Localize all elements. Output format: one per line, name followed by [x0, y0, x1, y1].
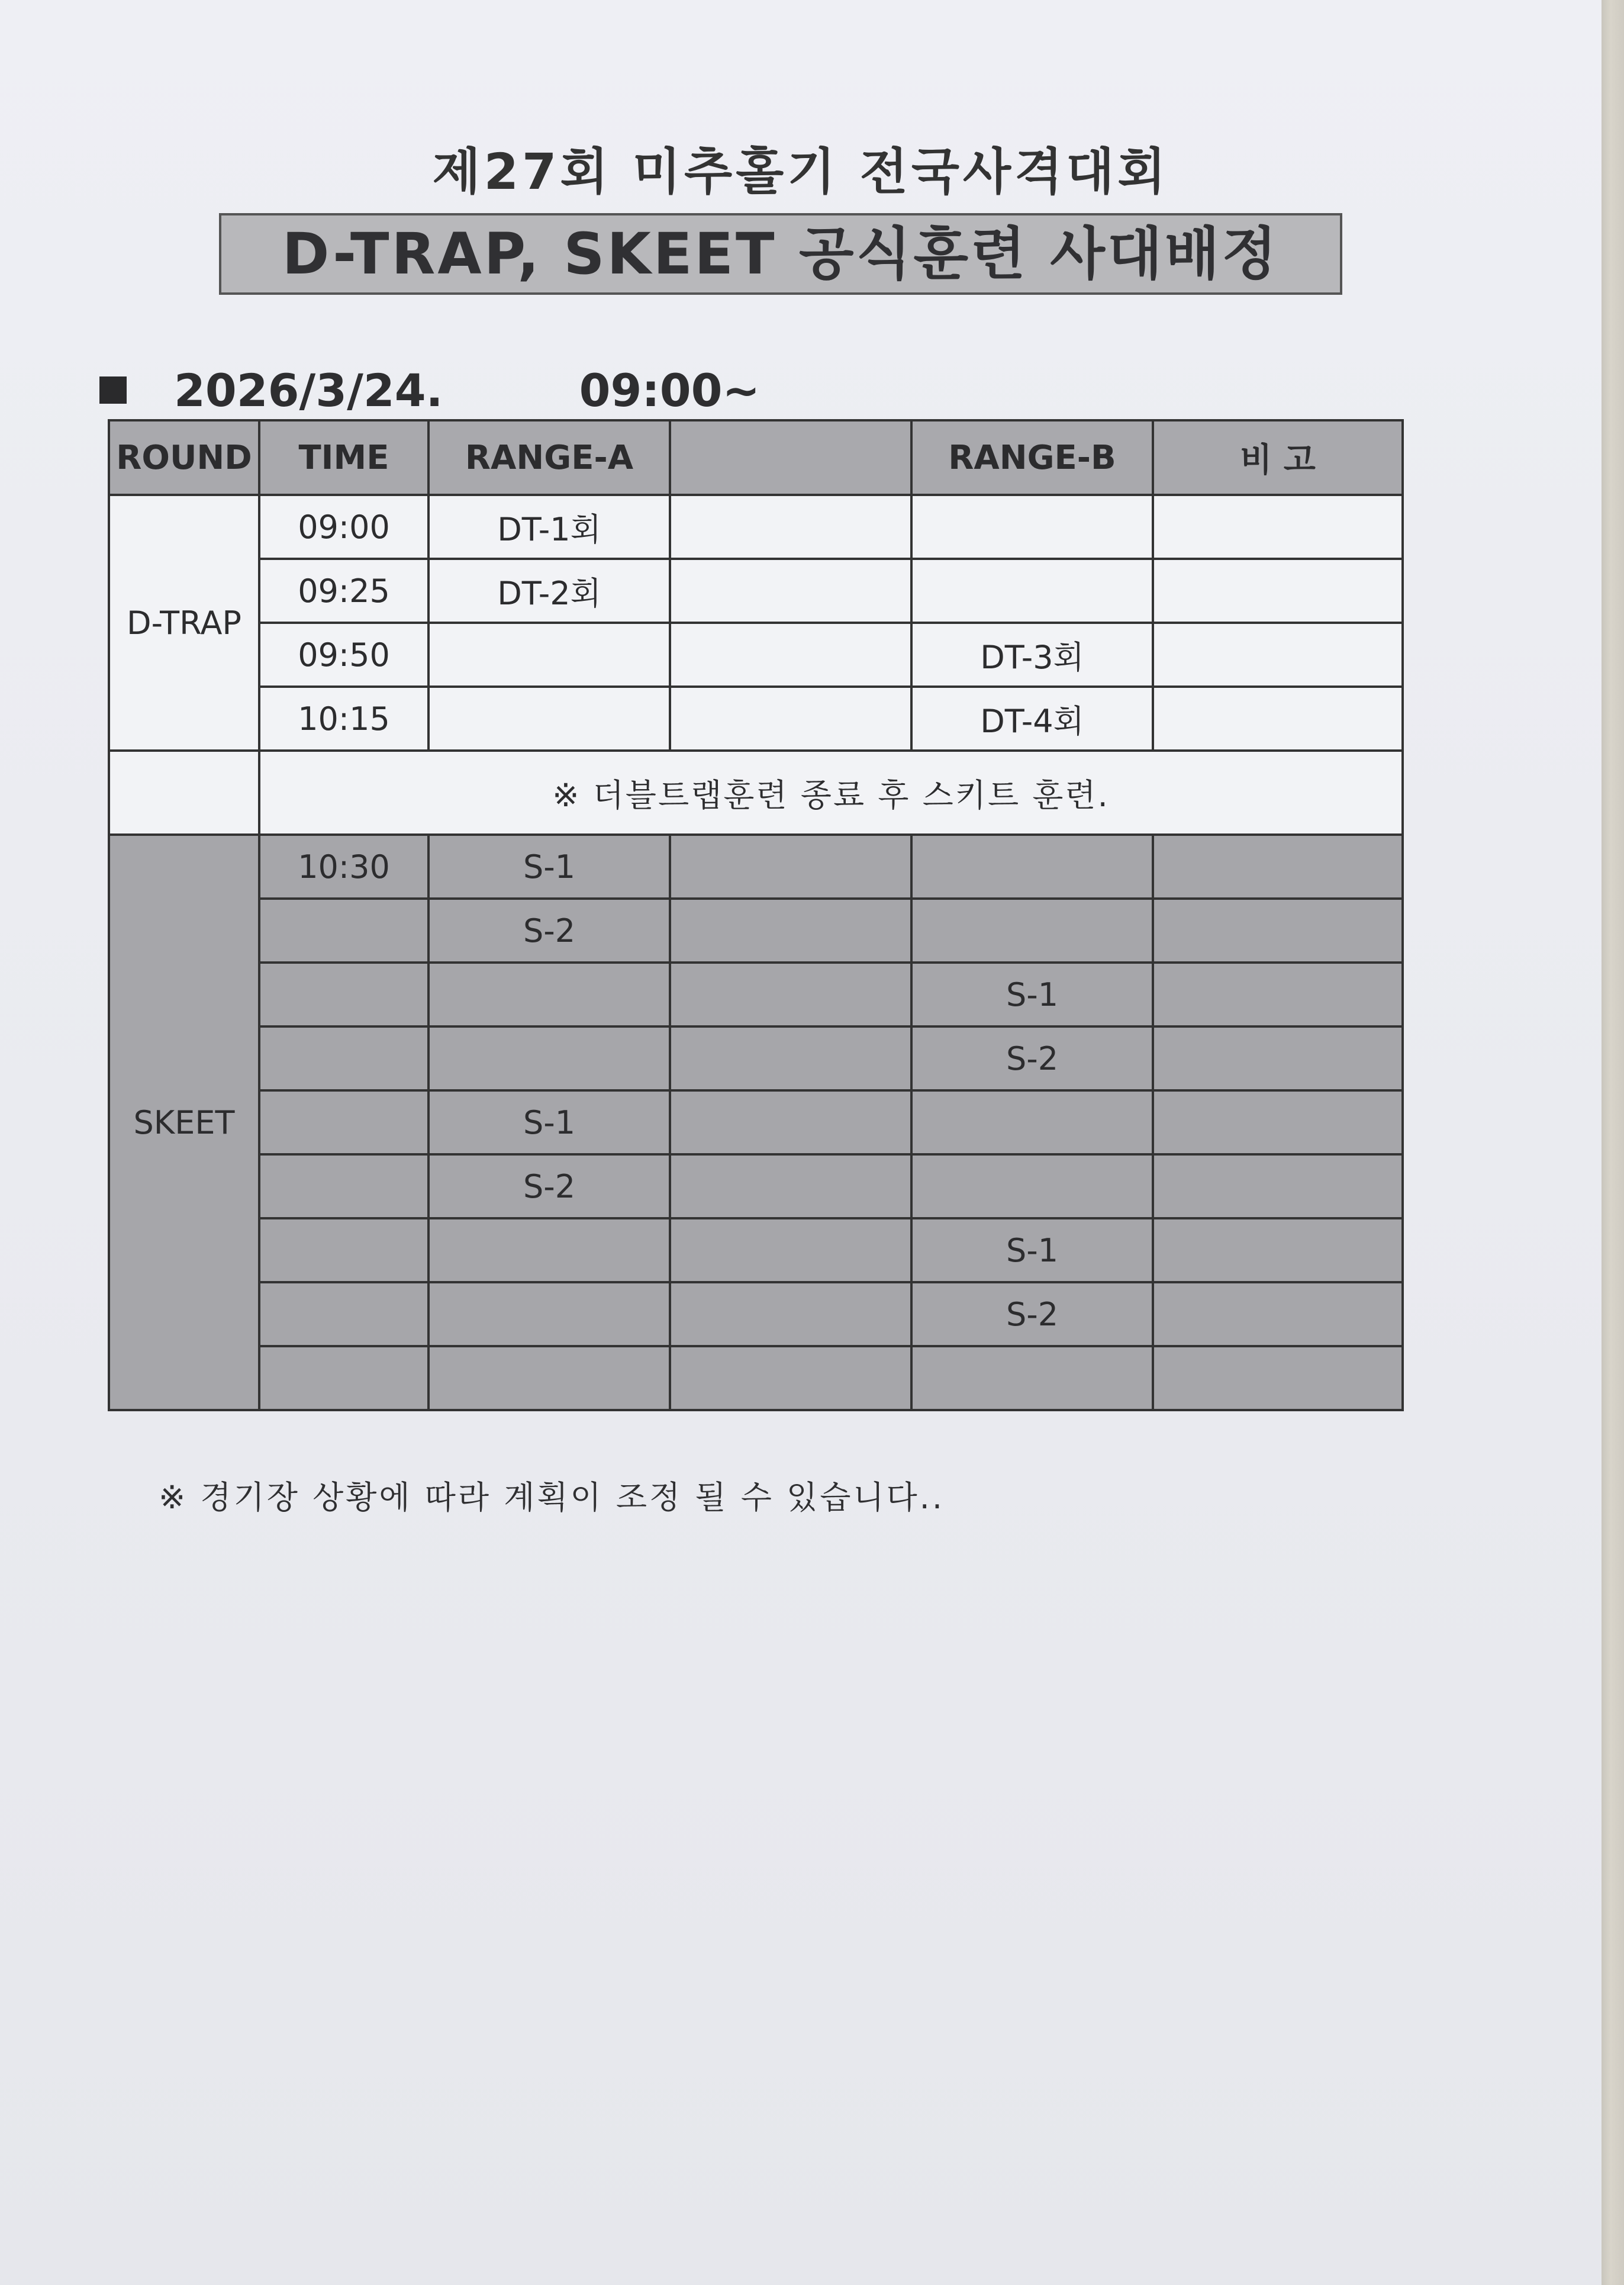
range-a-cell: S-2 — [428, 899, 670, 963]
range-a-cell: S-1 — [428, 1090, 670, 1154]
remarks-cell — [1153, 495, 1403, 559]
blank-cell — [670, 1154, 911, 1218]
table-row — [109, 559, 1403, 623]
range-b-cell: S-2 — [911, 1026, 1153, 1090]
schedule-start-time: 09:00~ — [579, 364, 761, 417]
page-title: 제27회 미추홀기 전국사격대회 — [432, 143, 1169, 201]
remarks-cell — [1153, 835, 1403, 899]
note-row — [109, 751, 1403, 835]
range-b-cell — [911, 559, 1153, 623]
page-subtitle: D-TRAP, SKEET 공식훈련 사대배정 — [219, 213, 1342, 295]
blank-cell — [670, 1218, 911, 1282]
remarks-cell — [1153, 559, 1403, 623]
blank-cell — [670, 835, 911, 899]
time-cell — [259, 1026, 428, 1090]
table-row — [109, 835, 1403, 899]
time-cell — [259, 899, 428, 963]
remarks-cell — [1153, 963, 1403, 1026]
range-a-cell — [428, 963, 670, 1026]
range-a-cell: DT-1회 — [428, 495, 670, 559]
range-b-cell — [911, 495, 1153, 559]
remarks-cell — [1153, 1218, 1403, 1282]
blank-cell — [109, 751, 259, 835]
range-a-cell — [428, 1026, 670, 1090]
blank-cell — [670, 1282, 911, 1346]
time-cell — [259, 1090, 428, 1154]
blank-cell — [670, 559, 911, 623]
range-b-cell: S-2 — [911, 1282, 1153, 1346]
remarks-cell — [1153, 623, 1403, 687]
range-a-cell — [428, 623, 670, 687]
time-cell — [259, 1218, 428, 1282]
time-cell: 09:25 — [259, 559, 428, 623]
table-row — [109, 687, 1403, 751]
table-row — [109, 899, 1403, 963]
blank-cell — [670, 1026, 911, 1090]
time-cell: 10:15 — [259, 687, 428, 751]
blank-cell — [670, 1346, 911, 1410]
range-a-cell: DT-2회 — [428, 559, 670, 623]
remarks-cell — [1153, 1090, 1403, 1154]
header-blank — [670, 420, 911, 495]
time-cell — [259, 1282, 428, 1346]
range-b-cell: S-1 — [911, 1218, 1153, 1282]
table-row — [109, 963, 1403, 1026]
blank-cell — [670, 1090, 911, 1154]
range-a-cell — [428, 1218, 670, 1282]
range-a-cell — [428, 1346, 670, 1410]
paper-edge-background — [1602, 0, 1624, 2285]
blank-cell — [670, 899, 911, 963]
transition-note: ※ 더블트랩훈련 종료 후 스키트 훈련. — [259, 751, 1403, 835]
range-b-cell — [911, 1090, 1153, 1154]
remarks-cell — [1153, 899, 1403, 963]
range-a-cell — [428, 1282, 670, 1346]
table-header-row — [109, 420, 1403, 495]
time-cell — [259, 1154, 428, 1218]
table-row — [109, 1282, 1403, 1346]
range-b-cell — [911, 1154, 1153, 1218]
table-row — [109, 1346, 1403, 1410]
round-skeet: SKEET — [109, 835, 259, 1410]
range-b-cell — [911, 835, 1153, 899]
table-row — [109, 1090, 1403, 1154]
remarks-cell — [1153, 1154, 1403, 1218]
time-cell: 09:50 — [259, 623, 428, 687]
remarks-cell — [1153, 687, 1403, 751]
range-b-cell: DT-3회 — [911, 623, 1153, 687]
time-cell: 09:00 — [259, 495, 428, 559]
blank-cell — [670, 687, 911, 751]
time-cell — [259, 963, 428, 1026]
header-round: ROUND — [109, 420, 259, 495]
blank-cell — [670, 963, 911, 1026]
remarks-cell — [1153, 1282, 1403, 1346]
footer-note: ※ 경기장 상황에 따라 계획이 조정 될 수 있습니다.. — [159, 1479, 945, 1516]
time-cell — [259, 1346, 428, 1410]
range-b-cell — [911, 899, 1153, 963]
date-row — [99, 361, 760, 420]
header-range-a: RANGE-A — [428, 420, 670, 495]
table-row — [109, 1154, 1403, 1218]
header-range-b: RANGE-B — [911, 420, 1153, 495]
table-row — [109, 1026, 1403, 1090]
remarks-cell — [1153, 1026, 1403, 1090]
range-a-cell: S-2 — [428, 1154, 670, 1218]
time-cell: 10:30 — [259, 835, 428, 899]
schedule-table — [108, 419, 1404, 1411]
remarks-cell — [1153, 1346, 1403, 1410]
range-b-cell: DT-4회 — [911, 687, 1153, 751]
square-bullet-icon — [99, 376, 127, 404]
blank-cell — [670, 623, 911, 687]
table-row — [109, 495, 1403, 559]
table-row — [109, 623, 1403, 687]
blank-cell — [670, 495, 911, 559]
table-row — [109, 1218, 1403, 1282]
round-dtrap: D-TRAP — [109, 495, 259, 751]
header-time: TIME — [259, 420, 428, 495]
range-a-cell — [428, 687, 670, 751]
schedule-date: 2026/3/24. — [174, 364, 443, 417]
range-a-cell: S-1 — [428, 835, 670, 899]
range-b-cell — [911, 1346, 1153, 1410]
range-b-cell: S-1 — [911, 963, 1153, 1026]
header-remarks: 비 고 — [1153, 420, 1403, 495]
